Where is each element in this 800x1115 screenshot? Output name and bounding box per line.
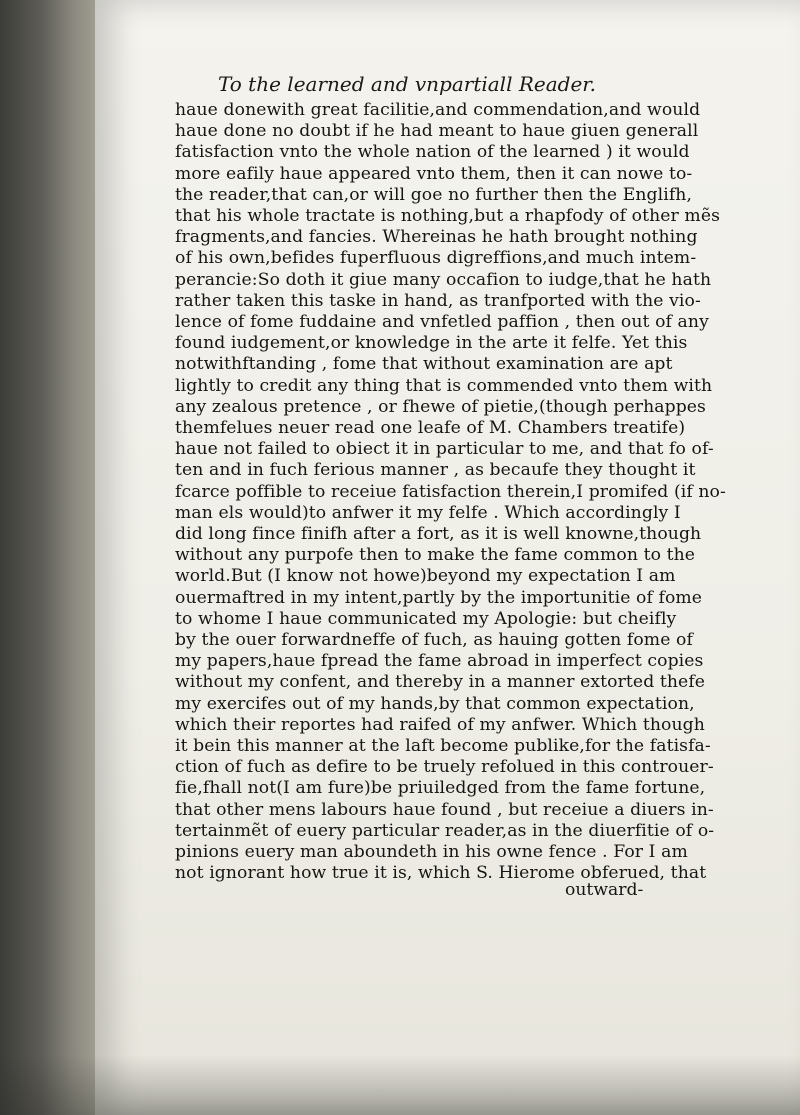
- text-line: found iudgement,or knowledge in the arte it felfe. Yet this: [175, 333, 688, 354]
- text-line: haue done no doubt if he had meant to haue giuen generall: [175, 121, 699, 142]
- text-line: man els would)to anfwer it my felfe . Which accordingly I: [175, 502, 681, 523]
- text-line: that his whole tractate is nothing,but a rhapfody of other mẽs: [175, 206, 721, 226]
- text-line: notwithftanding , fome that without examination are apt: [175, 354, 673, 375]
- text-line: lightly to credit any thing that is commended vnto them with: [175, 375, 713, 396]
- catchword: outward-: [565, 880, 644, 900]
- text-line: it bein this manner at the laft become publike,for the fatisfa-: [175, 736, 711, 756]
- text-line: any zealous pretence , or fhewe of pietie,(though perhappes: [175, 396, 706, 417]
- text-line: haue donewith great facilitie,and commendation,and would: [175, 100, 701, 120]
- text-line: fcarce poffible to receiue fatisfaction therein,I promifed (if no-: [175, 481, 726, 502]
- text-line: themfelues neuer read one leafe of M. Chambers treatife): [175, 418, 686, 438]
- text-line: did long fince finifh after a fort, as it is well knowne,though: [175, 524, 702, 544]
- text-line: pinions euery man aboundeth in his owne fence . For I am: [175, 842, 688, 862]
- text-line: fie,fhall not(I am fure)be priuiledged from the fame fortune,: [175, 778, 706, 799]
- text-line: ten and in fuch ferious manner , as becaufe they thought it: [175, 460, 696, 481]
- text-line: my exercifes out of my hands,by that common expectation,: [175, 693, 695, 714]
- text-line: ction of fuch as defire to be truely refolued in this controuer-: [175, 757, 714, 778]
- text-line: without my confent, and thereby in a manner extorted thefe: [175, 672, 706, 693]
- text-line: ouermaftred in my intent,partly by the importunitie of fome: [175, 587, 703, 608]
- text-line: which their reportes had raifed of my anfwer. Which though: [175, 714, 705, 735]
- text-line: fatisfaction vnto the whole nation of the learned ) it would: [175, 142, 690, 163]
- text-line: my papers,haue fpread the fame abroad in imperfect copies: [175, 651, 704, 672]
- text-line: not ignorant how true it is, which S. Hierome obferued, that: [175, 863, 707, 884]
- text-line: tertainmẽt of euery particular reader,as in the diuerfitie of o-: [175, 820, 715, 841]
- text-line: perancie:So doth it giue many occafion to iudge,that he hath: [175, 269, 712, 290]
- text-line: rather taken this taske in hand, as tranfported with the vio-: [175, 290, 701, 311]
- text-line: to whome I haue communicated my Apologie: but cheifly: [175, 608, 677, 629]
- scan-shadow: [0, 1055, 800, 1115]
- text-line: more eafily haue appeared vnto them, then it can nowe to-: [175, 163, 693, 184]
- text-line: that other mens labours haue found , but receiue a diuers in-: [175, 799, 714, 820]
- text-line: world.But (I know not howe)beyond my expectation I am: [175, 566, 676, 587]
- text-line: haue not failed to obiect it in particular to me, and that fo of-: [175, 439, 714, 460]
- text-line: by the ouer forwardneffe of fuch, as hauing gotten fome of: [175, 630, 693, 650]
- text-line: of his own,befides fuperfluous digreffions,and much intem-: [175, 248, 697, 269]
- text-line: without any purpofe then to make the fame common to the: [175, 545, 696, 566]
- running-head: To the learned and vnpartiall Reader.: [218, 72, 597, 96]
- text-line: the reader,that can,or will goe no further then the Englifh,: [175, 184, 693, 205]
- text-line: fragments,and fancies. Whereinas he hath brought nothing: [175, 227, 698, 248]
- facing-page-edge: [0, 0, 105, 1115]
- text-line: lence of fome fuddaine and vnfetled paffion , then out of any: [175, 312, 709, 332]
